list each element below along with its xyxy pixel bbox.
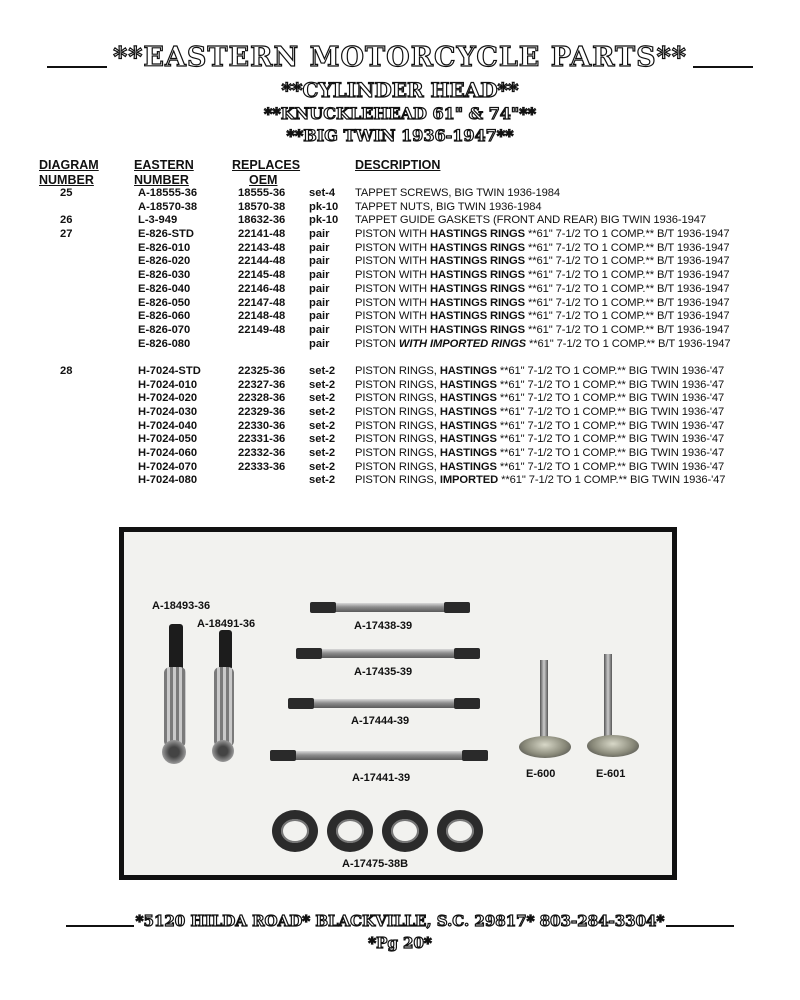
eastern-part-cell: A-18555-36	[138, 187, 198, 199]
seals-label: A-17475-38B	[342, 858, 409, 870]
description-cell	[355, 392, 724, 406]
description-text: PISTON RINGS,	[355, 447, 440, 460]
oem-number-cell: 22143-48	[238, 241, 286, 254]
eastern-part-cell: E-826-060	[138, 310, 191, 323]
description-text: **61" 7-1/2 TO 1 COMP.** B/T 1936-1947	[526, 337, 731, 350]
table-row	[0, 228, 800, 242]
footer-left-rule	[66, 925, 134, 927]
parts-table	[0, 187, 800, 488]
rod-2-label: A-17435-39	[354, 666, 413, 678]
description-text: **61" 7-1/2 TO 1 COMP.** B/T 1936-1947	[525, 228, 730, 241]
unit-cell: set-2	[309, 447, 336, 460]
eastern-part-cell: H-7024-050	[138, 433, 198, 446]
eastern-header: EASTERN	[134, 158, 194, 172]
description-cell	[355, 242, 729, 256]
description-cell	[355, 255, 729, 269]
unit-cell: pair	[309, 296, 330, 309]
description-text: PISTON WITH	[355, 228, 431, 241]
unit-cell: pair	[309, 310, 330, 323]
eastern-part-cell: E-826-070	[138, 323, 191, 336]
description-text: PISTON RINGS,	[355, 419, 440, 432]
push-rod-end	[296, 648, 322, 659]
tappet-roller	[162, 740, 186, 764]
ring-brand-text: HASTINGS RINGS	[430, 228, 525, 241]
replaces-header: REPLACES	[232, 158, 301, 172]
ring-brand-text: HASTINGS RINGS	[430, 296, 525, 309]
description-header: DESCRIPTION	[355, 158, 441, 172]
rod-4-label: A-17441-39	[352, 772, 411, 784]
unit-cell: pair	[309, 269, 330, 282]
description-text: **61" 7-1/2 TO 1 COMP.** B/T 1936-1947	[525, 282, 730, 295]
description-text: PISTON RINGS,	[355, 378, 440, 391]
oem-number-cell: 22146-48	[238, 282, 286, 295]
ring-brand-text: HASTINGS RINGS	[430, 241, 525, 254]
oem-number-cell: 22147-48	[238, 296, 286, 309]
rod-1-label: A-17438-39	[354, 620, 413, 632]
description-cell	[355, 420, 724, 434]
push-rod-end	[270, 750, 296, 761]
oem-number-cell: 18555-36	[238, 187, 286, 199]
description-text: PISTON WITH	[355, 296, 431, 309]
model-subtitle: **KNUCKLEHEAD 61" & 74"**	[264, 104, 536, 123]
ring-brand-text: HASTINGS	[439, 392, 497, 405]
unit-cell: pair	[309, 282, 330, 295]
description-text: **61" 7-1/2 TO 1 COMP.** B/T 1936-1947	[525, 296, 730, 309]
ring-brand-text: HASTINGS RINGS	[430, 255, 525, 268]
description-text: **61" 7-1/2 TO 1 COMP.** BIG TWIN 1936-'47	[496, 433, 725, 446]
ring-brand-text: HASTINGS	[439, 447, 497, 460]
description-cell	[355, 365, 724, 379]
parts-photo	[119, 527, 677, 880]
table-row	[0, 201, 800, 215]
eastern-part-cell: L-3-949	[138, 214, 178, 227]
eastern-part-cell: E-826-010	[138, 241, 191, 254]
description-cell: TAPPET SCREWS, BIG TWIN 1936-1984	[355, 187, 560, 199]
oem-number-cell: 22327-36	[238, 378, 286, 391]
oem-number-cell: 22325-36	[238, 364, 286, 377]
ring-brand-text: HASTINGS	[439, 378, 497, 391]
description-cell	[355, 324, 729, 338]
oem-number-cell: 22328-36	[238, 392, 286, 405]
eastern-part-cell: E-826-080	[138, 337, 191, 350]
unit-cell: set-2	[309, 364, 336, 377]
description-text: PISTON WITH	[355, 282, 431, 295]
ring-brand-text: HASTINGS	[439, 364, 497, 377]
oem-number-cell: 18632-36	[238, 214, 286, 227]
table-row	[0, 433, 800, 447]
unit-cell: pair	[309, 241, 330, 254]
description-text: **61" 7-1/2 TO 1 COMP.** B/T 1936-1947	[525, 323, 730, 336]
oem-number-cell: 22148-48	[238, 310, 286, 323]
description-cell	[355, 297, 729, 311]
table-row	[0, 255, 800, 269]
push-rod	[276, 751, 486, 760]
eastern-part-cell: H-7024-010	[138, 378, 198, 391]
push-rod-end	[444, 602, 470, 613]
eastern-part-cell: H-7024-040	[138, 419, 198, 432]
eastern-part-cell: E-826-040	[138, 282, 191, 295]
seal-ring	[382, 810, 428, 852]
table-row	[0, 447, 800, 461]
oem-number-cell: 22333-36	[238, 460, 286, 473]
description-cell: TAPPET NUTS, BIG TWIN 1936-1984	[355, 200, 542, 213]
table-row	[0, 214, 800, 228]
eastern-part-cell: H-7024-070	[138, 460, 198, 473]
description-text: PISTON RINGS,	[355, 433, 440, 446]
unit-cell: pair	[309, 337, 330, 350]
table-row	[0, 297, 800, 311]
valve-head	[519, 736, 571, 758]
table-row	[0, 242, 800, 256]
eastern-part-cell: H-7024-STD	[138, 364, 201, 377]
table-row	[0, 420, 800, 434]
eastern-part-cell: A-18570-38	[138, 200, 198, 213]
table-row	[0, 461, 800, 475]
seal-ring	[272, 810, 318, 852]
table-row	[0, 338, 800, 352]
unit-cell: set-2	[309, 378, 336, 391]
unit-cell: pair	[309, 255, 330, 268]
table-row	[0, 310, 800, 324]
oem-number-cell: 22145-48	[238, 269, 286, 282]
description-cell	[355, 406, 724, 420]
table-row	[0, 283, 800, 297]
oem-number-cell: 18570-38	[238, 200, 286, 213]
table-row	[0, 392, 800, 406]
oem-number-cell: 22330-36	[238, 419, 286, 432]
eastern-part-cell: H-7024-080	[138, 474, 198, 487]
unit-cell: pair	[309, 323, 330, 336]
unit-cell: pair	[309, 228, 330, 241]
ring-brand-text: IMPORTED	[439, 474, 499, 487]
rod-3-label: A-17444-39	[351, 715, 410, 727]
description-cell	[355, 447, 724, 461]
description-cell	[355, 310, 729, 324]
unit-cell: set-2	[309, 406, 336, 418]
ring-brand-text: HASTINGS	[439, 460, 497, 473]
description-text: PISTON WITH	[355, 323, 431, 336]
unit-cell: pk-10	[309, 200, 339, 213]
unit-cell: set-2	[309, 433, 336, 446]
push-rod-end	[462, 750, 488, 761]
description-text: PISTON WITH	[355, 310, 431, 323]
ring-brand-text: HASTINGS RINGS	[430, 282, 525, 295]
section-title: **CYLINDER HEAD**	[281, 78, 519, 102]
row-spacer	[0, 351, 800, 365]
title-right-rule	[693, 66, 753, 68]
eastern-number-header: NUMBER	[134, 173, 189, 187]
description-cell	[355, 228, 729, 242]
description-cell	[355, 433, 724, 447]
description-text: PISTON RINGS,	[355, 406, 440, 418]
oem-number-cell: 22331-36	[238, 433, 286, 446]
diagram-number-cell: 28	[60, 364, 73, 377]
push-rod-end	[288, 698, 314, 709]
diagram-number-header: NUMBER	[39, 173, 94, 187]
valve-stem	[604, 654, 612, 738]
valve-1-label: E-600	[526, 768, 556, 780]
description-cell	[355, 461, 724, 475]
description-text: **61" 7-1/2 TO 1 COMP.** BIG TWIN 1936-'47	[496, 364, 725, 377]
catalog-title: **EASTERN MOTORCYCLE PARTS**	[113, 42, 687, 73]
table-row	[0, 324, 800, 338]
oem-number-cell: 22329-36	[238, 406, 286, 418]
address-row	[0, 912, 800, 931]
table-row	[0, 406, 800, 420]
description-cell	[355, 338, 731, 352]
footer-right-rule	[666, 925, 734, 927]
eastern-part-cell: H-7024-030	[138, 406, 198, 418]
description-text: PISTON RINGS,	[355, 460, 440, 473]
description-cell	[355, 283, 729, 297]
table-row	[0, 269, 800, 283]
description-text: PISTON WITH	[355, 255, 431, 268]
valve-stem	[540, 660, 548, 740]
tappet-roller	[212, 740, 234, 762]
description-text: **61" 7-1/2 TO 1 COMP.** B/T 1936-1947	[525, 310, 730, 323]
description-text: **61" 7-1/2 TO 1 COMP.** BIG TWIN 1936-'47	[496, 419, 725, 432]
description-cell	[355, 269, 729, 283]
diagram-number-cell: 27	[60, 228, 73, 241]
eastern-part-cell: E-826-050	[138, 296, 191, 309]
push-rod	[302, 649, 477, 658]
oem-number-cell: 22144-48	[238, 255, 286, 268]
unit-cell: set-2	[309, 460, 336, 473]
push-rod-end	[454, 698, 480, 709]
description-text: **61" 7-1/2 TO 1 COMP.** BIG TWIN 1936-'47	[496, 378, 725, 391]
push-rod	[294, 699, 479, 708]
description-text: **61" 7-1/2 TO 1 COMP.** B/T 1936-1947	[525, 241, 730, 254]
table-row	[0, 474, 800, 488]
title-row	[0, 42, 800, 73]
tappet-2-label: A-18491-36	[197, 618, 256, 630]
description-cell	[355, 474, 725, 488]
description-text: **61" 7-1/2 TO 1 COMP.** BIG TWIN 1936-'47	[496, 460, 725, 473]
ring-brand-text: HASTINGS RINGS	[430, 323, 525, 336]
diagram-number-cell: 26	[60, 214, 73, 227]
valve-head	[587, 735, 639, 757]
description-text: PISTON	[355, 337, 399, 350]
oem-number-cell: 22141-48	[238, 228, 286, 241]
description-cell	[355, 379, 724, 393]
ring-brand-text: HASTINGS RINGS	[430, 310, 525, 323]
description-text: PISTON RINGS,	[355, 474, 440, 487]
title-left-rule	[47, 66, 107, 68]
eastern-part-cell: H-7024-020	[138, 392, 198, 405]
unit-cell: set-2	[309, 392, 336, 405]
eastern-part-cell: E-826-030	[138, 269, 191, 282]
diagram-number-cell: 25	[60, 187, 73, 199]
valve-2-label: E-601	[596, 768, 626, 780]
description-text: **61" 7-1/2 TO 1 COMP.** BIG TWIN 1936-'47	[496, 406, 725, 418]
table-row	[0, 379, 800, 393]
oem-number-cell: 22332-36	[238, 447, 286, 460]
description-text: PISTON WITH	[355, 269, 431, 282]
ring-brand-text: WITH IMPORTED RINGS	[398, 337, 527, 350]
table-row	[0, 187, 800, 201]
unit-cell: set-2	[309, 419, 336, 432]
ring-brand-text: HASTINGS RINGS	[430, 269, 525, 282]
unit-cell: set-4	[309, 187, 336, 199]
eastern-part-cell: H-7024-060	[138, 447, 198, 460]
oem-header: OEM	[249, 173, 278, 187]
description-text: **61" 7-1/2 TO 1 COMP.** B/T 1936-1947	[525, 255, 730, 268]
diagram-header: DIAGRAM	[39, 158, 99, 172]
table-row	[0, 365, 800, 379]
ring-brand-text: HASTINGS	[439, 433, 497, 446]
description-text: **61" 7-1/2 TO 1 COMP.** BIG TWIN 1936-'47	[496, 447, 725, 460]
tappet-body	[164, 667, 186, 747]
push-rod-end	[454, 648, 480, 659]
ring-brand-text: HASTINGS	[439, 419, 497, 432]
description-cell: TAPPET GUIDE GASKETS (FRONT AND REAR) BIG TWIN 1936-1947	[355, 214, 707, 227]
ring-brand-text: HASTINGS	[439, 406, 497, 418]
description-text: PISTON RINGS,	[355, 392, 440, 405]
description-text: PISTON WITH	[355, 241, 431, 254]
tappet-screw-top	[169, 624, 183, 670]
seal-ring	[437, 810, 483, 852]
page-number: *Pg 20*	[368, 934, 432, 952]
eastern-part-cell: E-826-STD	[138, 228, 194, 241]
tappet-body	[214, 667, 234, 747]
description-text: **61" 7-1/2 TO 1 COMP.** B/T 1936-1947	[525, 269, 730, 282]
seal-ring	[327, 810, 373, 852]
description-text: **61" 7-1/2 TO 1 COMP.** BIG TWIN 1936-'47	[498, 474, 726, 487]
eastern-part-cell: E-826-020	[138, 255, 191, 268]
oem-number-cell: 22149-48	[238, 323, 286, 336]
tappet-1-label: A-18493-36	[152, 600, 211, 612]
unit-cell: pk-10	[309, 214, 339, 227]
address-line: *5120 HILDA ROAD* BLACKVILLE, S.C. 29817* 803-284-3304*	[135, 912, 665, 930]
years-subtitle: **BIG TWIN 1936-1947**	[286, 126, 514, 145]
description-text: **61" 7-1/2 TO 1 COMP.** BIG TWIN 1936-'47	[496, 392, 725, 405]
description-text: PISTON RINGS,	[355, 364, 440, 377]
push-rod-end	[310, 602, 336, 613]
tappet-screw-top	[219, 630, 232, 670]
unit-cell: set-2	[309, 474, 336, 487]
